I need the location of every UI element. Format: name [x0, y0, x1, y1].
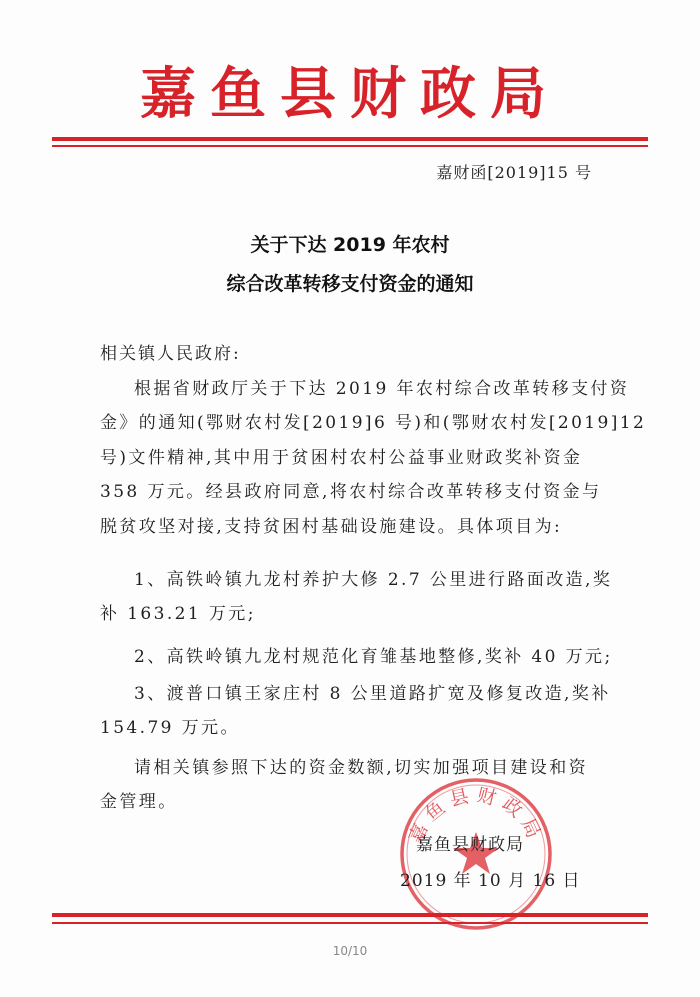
body-line: 请相关镇参照下达的资金数额,切实加强项目建设和资 [134, 758, 589, 778]
issuing-organization-title: 嘉鱼县财政局 [140, 61, 560, 127]
body-line: 金管理。 [100, 792, 178, 813]
body-line: 358 万元。经县政府同意,将农村综合改革转移支付资金与 [100, 482, 602, 503]
project-item-1 [100, 563, 613, 632]
salutation: 相关镇人民政府: [100, 344, 241, 364]
body-line: 154.79 万元。 [100, 718, 240, 739]
project-item-3 [100, 677, 610, 746]
seal-text: 嘉鱼县财政局 [404, 784, 548, 848]
footer-rule-thin [52, 922, 648, 924]
body-line: 补 163.21 万元; [100, 604, 256, 625]
document-title-line2: 综合改革转移支付资金的通知 [226, 273, 474, 295]
header-rule-thin [52, 145, 648, 147]
document-title-line1: 关于下达 2019 年农村 [250, 234, 450, 256]
body-line: 根据省财政厅关于下达 2019 年农村综合改革转移支付资 [134, 379, 630, 399]
signature-organization: 嘉鱼县财政局 [416, 835, 524, 855]
page-number: 10/10 [332, 944, 368, 958]
footer-rule-thick [52, 913, 648, 917]
body-line: 2、高铁岭镇九龙村规范化育雏基地整修,奖补 40 万元; [134, 647, 613, 667]
body-line: 金》的通知(鄂财农村发[2019]6 号)和(鄂财农村发[2019]12 [100, 413, 647, 434]
signature-date: 2019 年 10 月 16 日 [400, 871, 581, 891]
project-item-2 [100, 640, 613, 674]
body-line: 1、高铁岭镇九龙村养护大修 2.7 公里进行路面改造,奖 [134, 570, 613, 590]
body-line: 脱贫攻坚对接,支持贫困村基础设施建设。具体项目为: [100, 516, 563, 537]
body-paragraph-1 [100, 372, 647, 544]
document-number: 嘉财函[2019]15 号 [436, 163, 592, 182]
header-rule-thick [52, 137, 648, 141]
body-line: 号)文件精神,其中用于贫困村农村公益事业财政奖补资金 [100, 447, 583, 468]
body-line: 3、渡普口镇王家庄村 8 公里道路扩宽及修复改造,奖补 [134, 684, 611, 704]
